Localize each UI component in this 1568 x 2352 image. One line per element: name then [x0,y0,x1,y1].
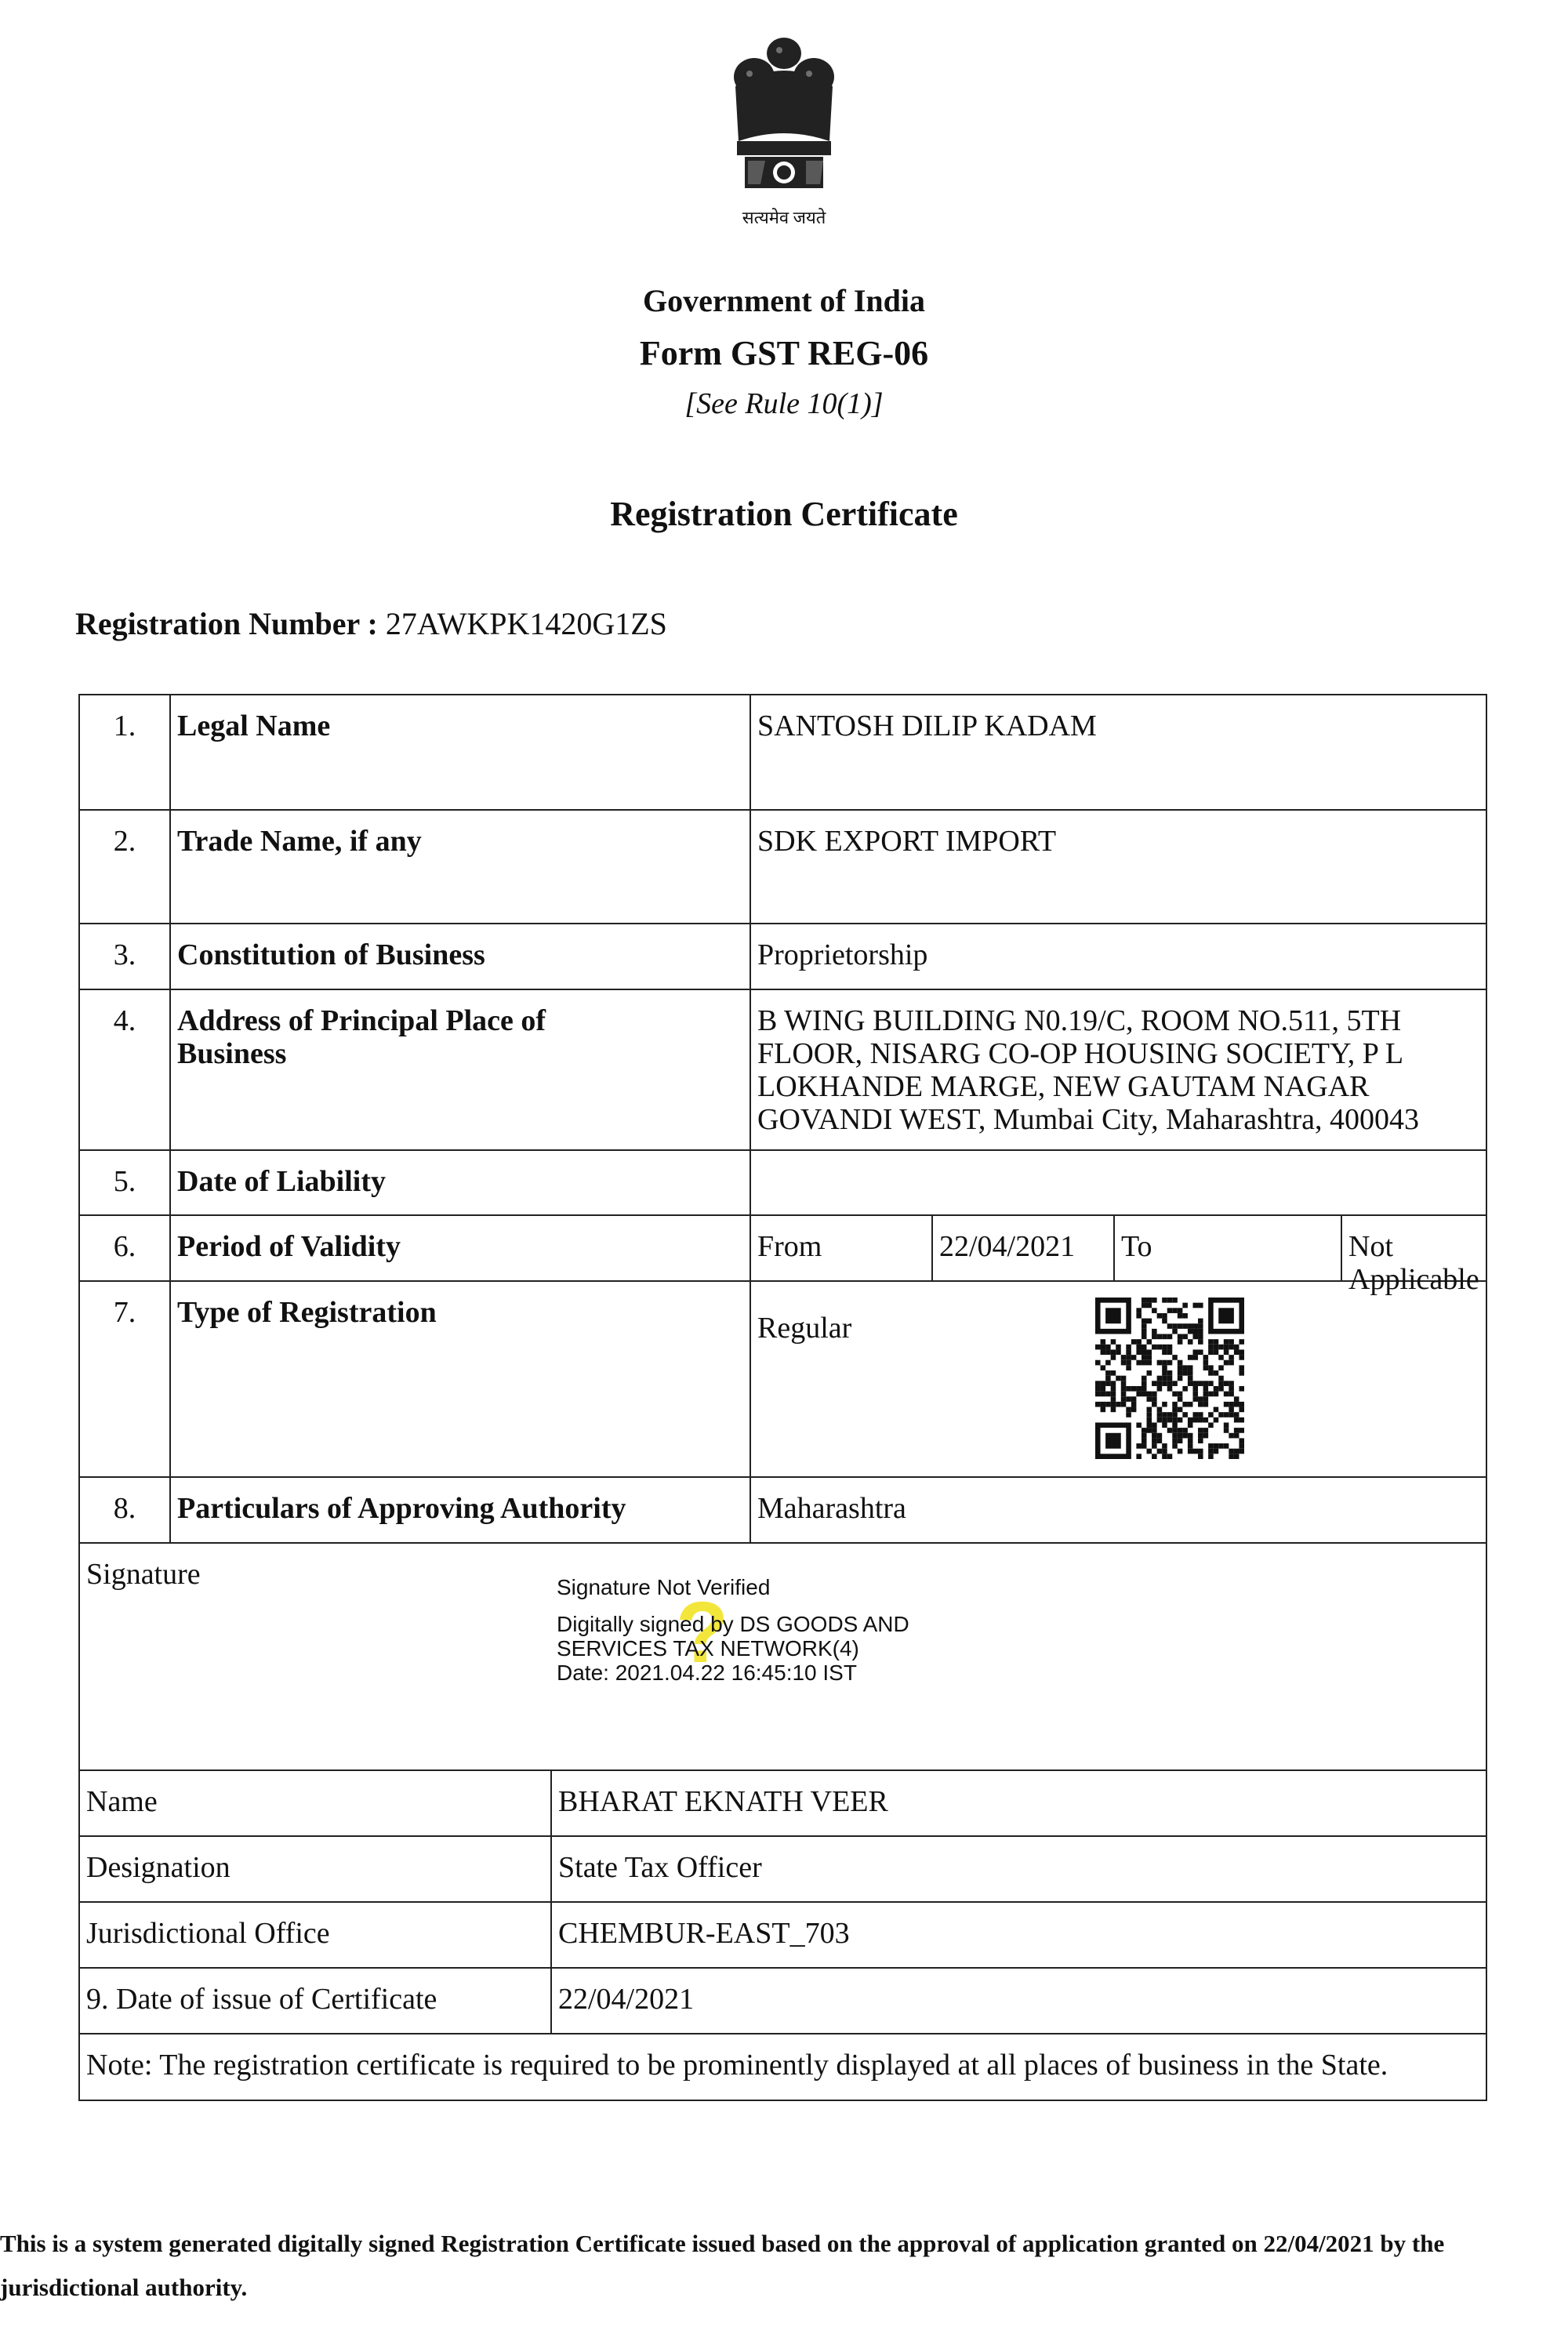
officer-row-designation [80,1837,1486,1903]
note-row [80,2034,1486,2100]
validity-to-value: Not Applicable [1348,1230,1479,1296]
qr-code-icon [1095,1298,1244,1459]
signature-label: Signature [86,1558,201,1591]
table-row-constitution [80,924,1486,990]
signature-signed-by-line2: SERVICES TAX NETWORK(4) [557,1636,859,1661]
digital-signature-block [557,1575,909,1685]
row-number: 8. [80,1478,171,1542]
row-label: Trade Name, if any [171,811,751,923]
validity-to-label: To [1115,1216,1342,1280]
officer-value: State Tax Officer [558,1851,762,1884]
row-label: Address of Principal Place of Business [171,990,751,1149]
officer-value: 22/04/2021 [558,1983,695,2016]
registration-number-value: 27AWKPK1420G1ZS [385,606,667,641]
row-label: Legal Name [171,695,751,809]
officer-label: Jurisdictional Office [80,1903,552,1967]
row-label: Period of Validity [171,1216,751,1280]
government-heading: Government of India [643,283,925,318]
validity-from-label: From [751,1216,933,1280]
row-value: Regular [757,1312,852,1345]
signature-row [80,1544,1486,1771]
row-number: 1. [80,695,171,809]
officer-row-date-of-issue [80,1969,1486,2034]
officer-label: Designation [80,1837,552,1901]
footer-disclaimer: This is a system generated digitally signed Registration Certificate issued based on the approval of application granted on 22/04/2021 by the jurisdictional authority. [0,2230,1445,2301]
certificate-title: Registration Certificate [610,495,958,533]
row-label: Type of Registration [171,1282,751,1476]
officer-row-jurisdictional-office [80,1903,1486,1969]
certificate-table [78,694,1487,2101]
display-note: Note: The registration certificate is required to be prominently displayed at all places of business in the State. [86,2049,1388,2082]
rule-reference: [See Rule 10(1)] [684,387,884,420]
row-value: Proprietorship [757,938,928,971]
row-number: 4. [80,990,171,1149]
row-value: SDK EXPORT IMPORT [757,825,1057,858]
row-value: SANTOSH DILIP KADAM [757,710,1097,742]
table-row-address [80,990,1486,1151]
table-row-date-of-liability [80,1151,1486,1216]
row-value: B WING BUILDING N0.19/C, ROOM NO.511, 5TH FLOOR, NISARG CO-OP HOUSING SOCIETY, P L LOKHANDE MARGE, NEW GAUTAM NAGAR GOVANDI WEST, Mumbai City, Maharashtra, 400043 [757,1004,1419,1136]
emblem-motto: सत्यमेव जयते [742,208,826,227]
row-value [751,1151,1486,1214]
row-number: 5. [80,1151,171,1214]
row-number: 7. [80,1282,171,1476]
officer-value: BHARAT EKNATH VEER [558,1785,888,1818]
row-number: 2. [80,811,171,923]
table-row-period-of-validity [80,1216,1486,1296]
table-row-type-of-registration [80,1282,1486,1478]
table-row-trade-name [80,811,1486,924]
row-value: Maharashtra [757,1492,906,1525]
registration-number-line [75,605,667,642]
signature-unverified-icon: ? [676,1584,729,1681]
registration-number-label: Registration Number : [75,606,378,641]
row-label: Date of Liability [171,1151,751,1214]
table-row-legal-name [80,695,1486,811]
officer-label: Name [80,1771,552,1835]
signature-signed-by-line1: Digitally signed by DS GOODS AND [557,1612,909,1636]
officer-label: 9. Date of issue of Certificate [80,1969,552,2033]
form-title: Form GST REG-06 [639,334,929,372]
state-emblem-icon [713,31,855,227]
signature-status: Signature Not Verified [557,1575,771,1599]
signature-date: Date: 2021.04.22 16:45:10 IST [557,1661,857,1685]
officer-row-name [80,1771,1486,1837]
officer-value: CHEMBUR-EAST_703 [558,1917,850,1950]
table-row-approving-authority [80,1478,1486,1544]
row-label: Constitution of Business [171,924,751,989]
row-label: Particulars of Approving Authority [171,1478,751,1542]
row-number: 3. [80,924,171,989]
row-number: 6. [80,1216,171,1280]
validity-from-date: 22/04/2021 [933,1216,1115,1280]
